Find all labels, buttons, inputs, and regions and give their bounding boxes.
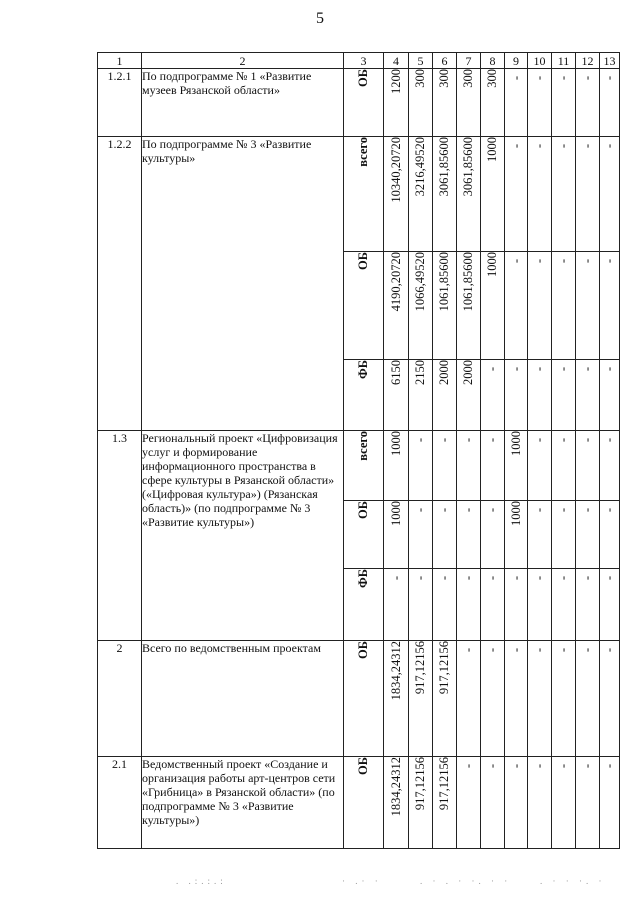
- value-cell: [409, 360, 433, 431]
- value-cell: [433, 360, 457, 431]
- value-cell: [433, 137, 457, 252]
- value-text: 1000: [388, 431, 403, 456]
- header-cell: 11: [552, 53, 576, 69]
- value-text: -: [437, 575, 451, 580]
- value-text: -: [602, 763, 616, 768]
- value-text: 6150: [388, 360, 403, 385]
- value-cell: [528, 641, 552, 757]
- value-text: 1834,24312: [388, 757, 403, 817]
- value-text: 1066,49520: [413, 252, 427, 312]
- header-cell: 13: [600, 53, 620, 69]
- value-cell: [528, 569, 552, 641]
- value-cell: [481, 252, 505, 360]
- header-cell: 7: [457, 53, 481, 69]
- value-cell: [457, 757, 481, 849]
- value-cell: [528, 252, 552, 360]
- funding-source-label: ФБ: [356, 360, 370, 380]
- funding-source-label: ОБ: [356, 501, 370, 519]
- value-text: 10340,20720: [388, 137, 403, 203]
- value-cell: [409, 69, 433, 137]
- value-cell: [409, 569, 433, 641]
- value-cell: [433, 69, 457, 137]
- row-name: По подпрограмме № 1 «Развитие музеев Рязанской области»: [142, 69, 344, 137]
- value-cell: [528, 757, 552, 849]
- value-text: -: [413, 575, 427, 580]
- row-number: 2.1: [98, 757, 142, 849]
- value-cell: [552, 252, 576, 360]
- value-cell: [505, 641, 528, 757]
- value-text: 1834,24312: [388, 641, 403, 701]
- scan-noise-1: . .:.:.:: [176, 876, 227, 886]
- value-text: -: [485, 647, 499, 652]
- value-text: -: [556, 366, 570, 371]
- row-name: Региональный проект «Цифровизация услуг и формирование информационного пространства в сфере культуры в Рязанской области» («Цифровая культура») (Рязанская область)» (по подпрограмме № 3 «Развитие культуры»): [142, 431, 344, 641]
- value-text: -: [602, 437, 616, 442]
- funding-source-label: ОБ: [356, 641, 370, 659]
- scan-noise-4: . · · ·. ·: [540, 876, 606, 886]
- funding-source: [344, 431, 384, 501]
- value-text: -: [485, 575, 499, 580]
- value-cell: [481, 69, 505, 137]
- value-text: -: [461, 763, 475, 768]
- value-cell: [576, 501, 600, 569]
- header-cell: 8: [481, 53, 505, 69]
- value-cell: [552, 431, 576, 501]
- value-cell: [600, 252, 620, 360]
- value-cell: [384, 501, 409, 569]
- funding-source-label: ОБ: [356, 757, 370, 775]
- header-cell: 12: [576, 53, 600, 69]
- value-text: -: [508, 75, 523, 80]
- row-number: 2: [98, 641, 142, 757]
- value-cell: [576, 360, 600, 431]
- table-row: [98, 69, 620, 137]
- value-text: -: [580, 258, 594, 263]
- value-cell: [552, 137, 576, 252]
- value-cell: [457, 641, 481, 757]
- value-cell: [409, 501, 433, 569]
- value-text: -: [602, 258, 616, 263]
- value-cell: [481, 137, 505, 252]
- value-text: 1000: [508, 501, 523, 526]
- value-cell: [481, 360, 505, 431]
- value-cell: [505, 757, 528, 849]
- value-text: 1000: [485, 252, 499, 277]
- value-text: 917,12156: [437, 641, 451, 695]
- funding-source: [344, 137, 384, 252]
- value-text: 1000: [485, 137, 499, 162]
- value-cell: [457, 137, 481, 252]
- value-text: 300: [437, 69, 451, 88]
- value-cell: [600, 641, 620, 757]
- value-cell: [409, 137, 433, 252]
- row-number: 1.3: [98, 431, 142, 641]
- value-text: -: [461, 647, 475, 652]
- value-text: -: [508, 366, 523, 371]
- value-cell: [384, 360, 409, 431]
- value-cell: [505, 569, 528, 641]
- value-text: -: [461, 437, 475, 442]
- value-cell: [433, 252, 457, 360]
- value-cell: [481, 431, 505, 501]
- value-text: -: [437, 507, 451, 512]
- header-cell: 5: [409, 53, 433, 69]
- value-cell: [505, 431, 528, 501]
- value-cell: [552, 69, 576, 137]
- value-text: 1000: [508, 431, 523, 456]
- value-text: -: [485, 437, 499, 442]
- value-cell: [384, 69, 409, 137]
- funding-source: [344, 252, 384, 360]
- table-row: [98, 757, 620, 849]
- value-cell: [409, 431, 433, 501]
- value-text: 917,12156: [413, 757, 427, 811]
- value-cell: [552, 641, 576, 757]
- value-cell: [457, 252, 481, 360]
- header-cell: 3: [344, 53, 384, 69]
- funding-source-label: всего: [356, 137, 370, 167]
- value-cell: [600, 137, 620, 252]
- value-text: -: [508, 763, 523, 768]
- value-cell: [576, 252, 600, 360]
- value-text: 917,12156: [437, 757, 451, 811]
- value-cell: [600, 501, 620, 569]
- value-cell: [576, 69, 600, 137]
- value-text: -: [556, 75, 570, 80]
- value-cell: [528, 360, 552, 431]
- funding-source-label: ФБ: [356, 569, 370, 589]
- value-cell: [481, 641, 505, 757]
- value-text: -: [580, 75, 594, 80]
- value-cell: [409, 252, 433, 360]
- header-cell: 4: [384, 53, 409, 69]
- value-cell: [600, 757, 620, 849]
- value-text: -: [580, 575, 594, 580]
- value-text: -: [508, 647, 523, 652]
- value-cell: [433, 501, 457, 569]
- value-text: -: [508, 258, 523, 263]
- value-cell: [384, 431, 409, 501]
- row-number: 1.2.1: [98, 69, 142, 137]
- value-cell: [457, 360, 481, 431]
- value-text: -: [556, 647, 570, 652]
- value-cell: [457, 431, 481, 501]
- value-text: -: [602, 75, 616, 80]
- value-cell: [481, 569, 505, 641]
- value-cell: [528, 501, 552, 569]
- row-name: Всего по ведомственным проектам: [142, 641, 344, 757]
- value-cell: [600, 360, 620, 431]
- value-text: -: [437, 437, 451, 442]
- value-text: -: [580, 143, 594, 148]
- scan-noise-3: . · . · ·. · ·: [420, 876, 512, 886]
- value-cell: [409, 757, 433, 849]
- value-text: -: [602, 366, 616, 371]
- value-cell: [384, 757, 409, 849]
- value-cell: [384, 252, 409, 360]
- table-row: [98, 431, 620, 501]
- value-text: -: [461, 575, 475, 580]
- budget-table: [97, 52, 620, 849]
- value-text: -: [532, 437, 546, 442]
- row-name: По подпрограмме № 3 «Развитие культуры»: [142, 137, 344, 431]
- value-text: -: [532, 258, 546, 263]
- value-text: 300: [485, 69, 499, 88]
- value-cell: [552, 569, 576, 641]
- value-text: 2000: [461, 360, 475, 385]
- value-cell: [433, 757, 457, 849]
- value-text: -: [532, 647, 546, 652]
- value-text: -: [532, 75, 546, 80]
- funding-source: [344, 501, 384, 569]
- value-text: -: [556, 258, 570, 263]
- value-cell: [384, 137, 409, 252]
- table-row: [98, 641, 620, 757]
- value-text: 300: [413, 69, 427, 88]
- value-cell: [505, 69, 528, 137]
- value-cell: [384, 569, 409, 641]
- value-text: -: [556, 507, 570, 512]
- value-text: -: [532, 575, 546, 580]
- value-text: -: [485, 366, 499, 371]
- value-cell: [457, 69, 481, 137]
- value-text: -: [580, 366, 594, 371]
- value-text: -: [461, 507, 475, 512]
- value-cell: [552, 757, 576, 849]
- funding-source-label: ОБ: [356, 252, 370, 270]
- value-text: -: [556, 763, 570, 768]
- value-cell: [528, 137, 552, 252]
- value-cell: [576, 641, 600, 757]
- value-cell: [481, 501, 505, 569]
- header-cell: 6: [433, 53, 457, 69]
- value-text: 2150: [413, 360, 427, 385]
- value-cell: [600, 431, 620, 501]
- value-cell: [552, 501, 576, 569]
- value-text: -: [602, 143, 616, 148]
- value-text: 1200: [388, 69, 403, 94]
- header-cell: 2: [142, 53, 344, 69]
- funding-source: [344, 641, 384, 757]
- value-cell: [505, 252, 528, 360]
- value-text: -: [532, 507, 546, 512]
- value-cell: [552, 360, 576, 431]
- value-cell: [600, 69, 620, 137]
- value-text: -: [413, 437, 427, 442]
- funding-source: [344, 569, 384, 641]
- funding-source: [344, 757, 384, 849]
- value-cell: [576, 757, 600, 849]
- value-cell: [457, 569, 481, 641]
- value-cell: [576, 431, 600, 501]
- value-text: -: [532, 143, 546, 148]
- funding-source: [344, 360, 384, 431]
- funding-source: [344, 69, 384, 137]
- value-text: -: [508, 143, 523, 148]
- header-cell: 1: [98, 53, 142, 69]
- value-cell: [528, 69, 552, 137]
- value-cell: [576, 137, 600, 252]
- value-text: -: [556, 143, 570, 148]
- value-text: -: [485, 763, 499, 768]
- value-text: 3216,49520: [413, 137, 427, 197]
- row-number: 1.2.2: [98, 137, 142, 431]
- value-text: -: [556, 437, 570, 442]
- value-cell: [505, 137, 528, 252]
- value-text: 2000: [437, 360, 451, 385]
- header-cell: 9: [505, 53, 528, 69]
- value-cell: [528, 431, 552, 501]
- value-text: 3061,85600: [437, 137, 451, 197]
- value-text: 917,12156: [413, 641, 427, 695]
- value-text: -: [580, 647, 594, 652]
- value-cell: [409, 641, 433, 757]
- value-cell: [505, 501, 528, 569]
- value-cell: [576, 569, 600, 641]
- value-cell: [433, 641, 457, 757]
- table-row: [98, 137, 620, 252]
- scan-noise-2: · .· ·: [342, 876, 382, 886]
- value-text: 3061,85600: [461, 137, 475, 197]
- value-cell: [505, 360, 528, 431]
- header-cell: 10: [528, 53, 552, 69]
- value-text: -: [508, 575, 523, 580]
- header-row: [98, 53, 620, 69]
- value-text: 1000: [388, 501, 403, 526]
- row-name: Ведомственный проект «Создание и организация работы арт-центров сети «Грибница» в Рязанской области» (по подпрограмме № 3 «Развитие культуры»): [142, 757, 344, 849]
- value-text: 300: [461, 69, 475, 88]
- value-text: -: [602, 647, 616, 652]
- value-text: -: [580, 507, 594, 512]
- value-text: -: [580, 763, 594, 768]
- value-cell: [433, 431, 457, 501]
- value-text: -: [485, 507, 499, 512]
- value-text: -: [580, 437, 594, 442]
- value-text: -: [532, 763, 546, 768]
- value-text: 4190,20720: [388, 252, 403, 312]
- value-cell: [600, 569, 620, 641]
- value-text: -: [602, 575, 616, 580]
- page-number: 5: [316, 10, 324, 27]
- value-text: -: [602, 507, 616, 512]
- value-text: -: [413, 507, 427, 512]
- value-text: -: [388, 575, 403, 580]
- value-text: 1061,85600: [437, 252, 451, 312]
- value-text: -: [556, 575, 570, 580]
- funding-source-label: всего: [356, 431, 370, 461]
- value-text: -: [532, 366, 546, 371]
- value-cell: [457, 501, 481, 569]
- value-cell: [433, 569, 457, 641]
- value-cell: [481, 757, 505, 849]
- funding-source-label: ОБ: [356, 69, 370, 87]
- value-cell: [384, 641, 409, 757]
- value-text: 1061,85600: [461, 252, 475, 312]
